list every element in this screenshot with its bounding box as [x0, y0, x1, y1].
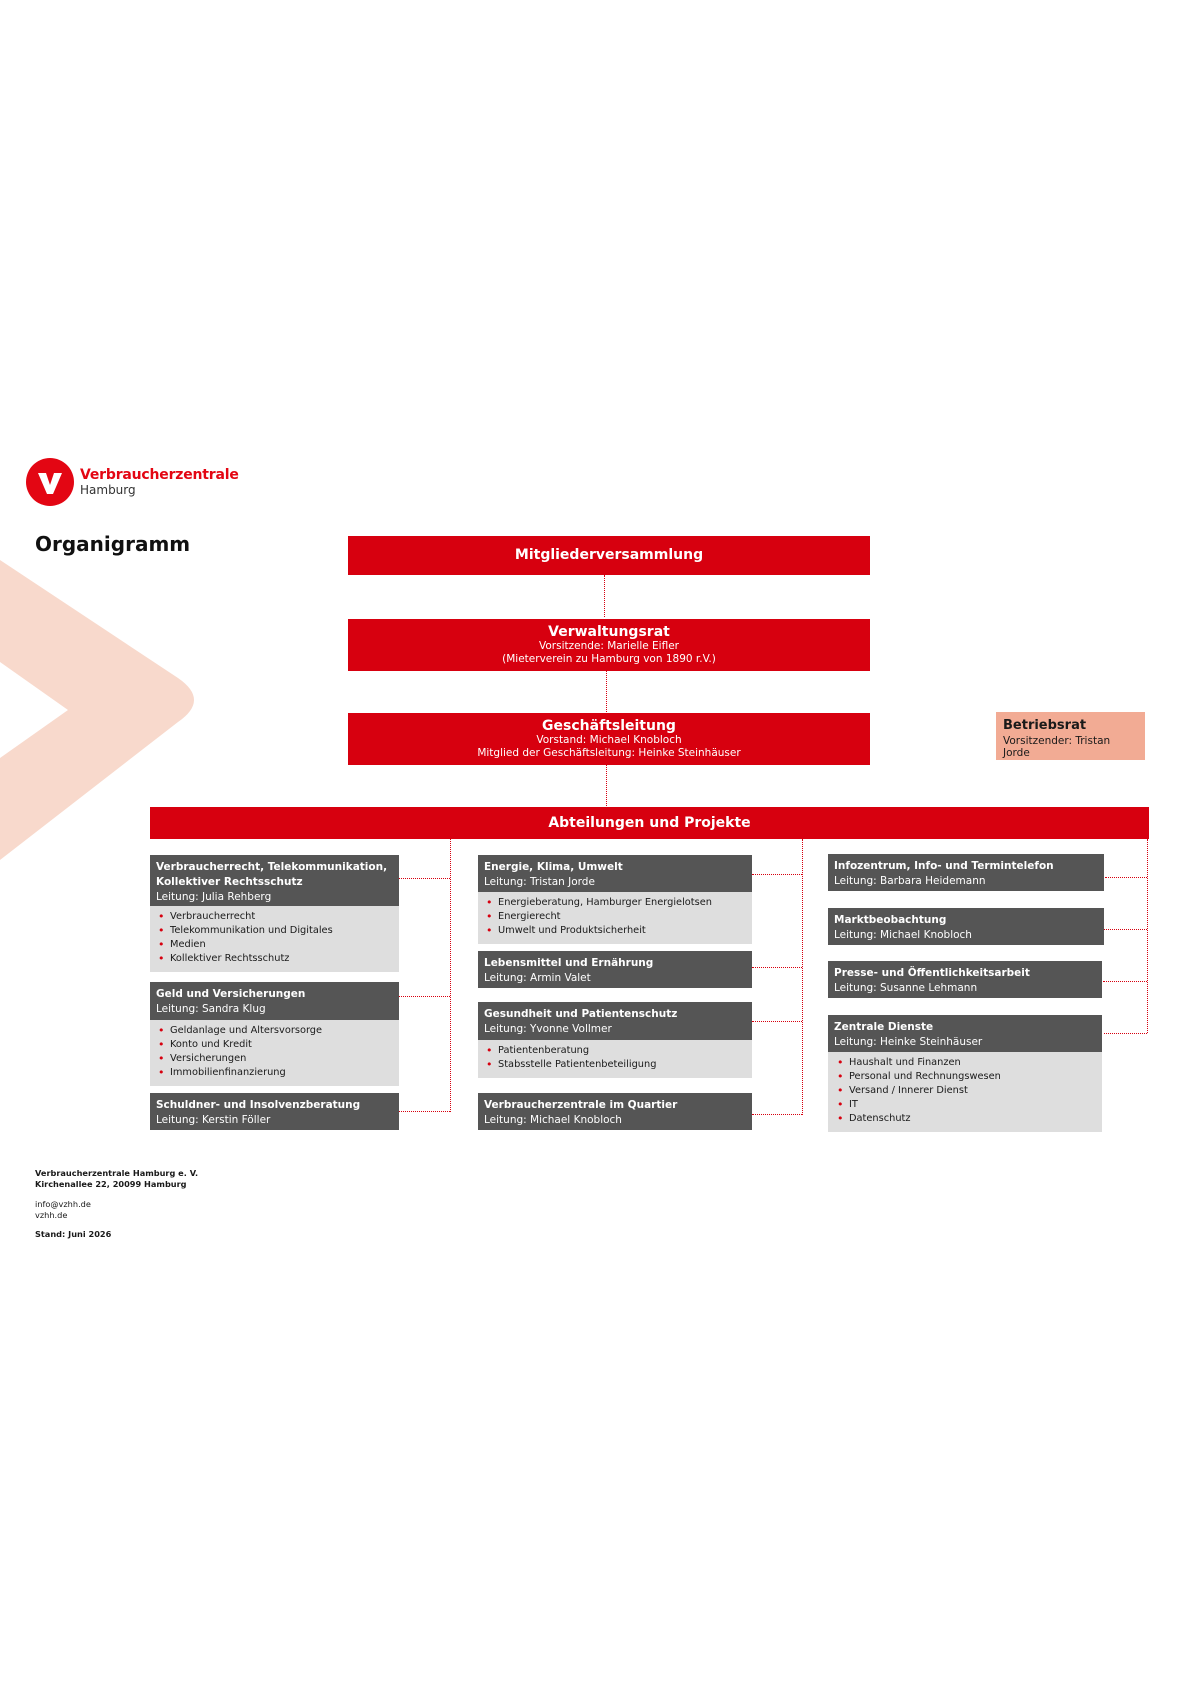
page-title: Organigramm: [35, 532, 191, 556]
footer-email[interactable]: info@vzhh.de: [35, 1199, 91, 1209]
mitgliederversammlung-title: Mitgliederversammlung: [514, 547, 704, 563]
list-item: • Medien: [156, 938, 393, 952]
list-item: • Energieberatung, Hamburger Energielotsen: [484, 896, 746, 910]
connector-line: [399, 1111, 450, 1112]
list-item: • Patientenberatung: [484, 1044, 746, 1058]
dept-zentrale-dienste: [828, 1015, 1102, 1132]
connector-line: [752, 967, 802, 968]
footer-web[interactable]: vzhh.de: [35, 1210, 68, 1220]
dept-title: Marktbeobachtung: [834, 914, 947, 926]
brand-city: Hamburg: [80, 483, 136, 497]
dept-gesundheit: [478, 1002, 752, 1078]
list-item: • Datenschutz: [835, 1112, 1096, 1126]
verwaltungsrat-box: [348, 619, 870, 671]
list-item: • IT: [835, 1098, 1096, 1112]
connector-line: [1104, 1033, 1147, 1034]
dept-title: Lebensmittel und Ernährung: [484, 957, 654, 969]
dept-lead: Leitung: Barbara Heidemann: [834, 875, 986, 887]
geschaeftsleitung-title: Geschäftsleitung: [542, 718, 676, 734]
betriebsrat-box: [996, 712, 1145, 760]
footer-stand: Stand: Juni 2026: [35, 1229, 112, 1239]
dept-schuldnerberatung: [150, 1093, 399, 1130]
connector-line: [604, 575, 605, 617]
list-item: • Versand / Innerer Dienst: [835, 1084, 1096, 1098]
dept-title: Geld und Versicherungen: [156, 988, 306, 1000]
dept-lead: Leitung: Heinke Steinhäuser: [834, 1036, 983, 1048]
dept-title: Energie, Klima, Umwelt: [484, 861, 623, 873]
connector-line: [399, 878, 450, 879]
dept-title: Verbraucherzentrale im Quartier: [484, 1099, 678, 1111]
list-item: • Versicherungen: [156, 1052, 393, 1066]
dept-lead: Leitung: Michael Knobloch: [834, 929, 972, 941]
dept-lead: Leitung: Tristan Jorde: [484, 876, 595, 888]
geschaeftsleitung-box: [348, 713, 870, 765]
dept-title: Presse- und Öffentlichkeitsarbeit: [834, 967, 1030, 979]
dept-title: Gesundheit und Patientenschutz: [484, 1008, 678, 1020]
dept-lead: Leitung: Yvonne Vollmer: [484, 1023, 612, 1035]
list-item: • Energierecht: [484, 910, 746, 924]
geschaeftsleitung-vorstand: Vorstand: Michael Knobloch: [536, 734, 682, 746]
dept-marktbeobachtung: [828, 908, 1104, 945]
list-item: • Stabsstelle Patientenbeteiligung: [484, 1058, 746, 1072]
list-item: • Telekommunikation und Digitales: [156, 924, 393, 938]
dept-title: Schuldner- und Insolvenzberatung: [156, 1099, 361, 1111]
brand-logo[interactable]: [26, 458, 239, 506]
list-item: • Verbraucherrecht: [156, 910, 393, 924]
geschaeftsleitung-member: Mitglied der Geschäftsleitung: Heinke Steinhäuser: [477, 747, 741, 759]
dept-title: Infozentrum, Info- und Termintelefon: [834, 860, 1054, 872]
dept-lead: Leitung: Julia Rehberg: [156, 891, 272, 903]
verwaltungsrat-title: Verwaltungsrat: [548, 624, 670, 640]
connector-line: [1147, 839, 1148, 1033]
dept-infozentrum: [828, 854, 1104, 891]
dept-lead: Leitung: Sandra Klug: [156, 1003, 266, 1015]
dept-energie-klima-umwelt: [478, 855, 752, 944]
dept-lead: Leitung: Michael Knobloch: [484, 1114, 622, 1126]
list-item: • Geldanlage und Altersvorsorge: [156, 1024, 393, 1038]
connector-line: [1104, 929, 1147, 930]
connector-line: [752, 874, 802, 875]
dept-geld-versicherungen: [150, 982, 399, 1086]
footer-address: Kirchenallee 22, 20099 Hamburg: [35, 1179, 187, 1189]
connector-line: [399, 996, 450, 997]
connector-line: [1103, 981, 1147, 982]
list-item: • Immobilienfinanzierung: [156, 1066, 393, 1080]
dept-lebensmittel: [478, 951, 752, 988]
connector-line: [802, 839, 803, 1115]
dept-quartier: [478, 1093, 752, 1130]
dept-verbraucherrecht: [150, 855, 399, 972]
verwaltungsrat-chair: Vorsitzende: Marielle Eifler: [538, 640, 679, 652]
connector-line: [450, 839, 451, 1112]
brand-name: Verbraucherzentrale: [80, 467, 239, 483]
list-item: • Personal und Rechnungswesen: [835, 1070, 1096, 1084]
connector-line: [606, 671, 607, 712]
mitgliederversammlung-box: [348, 536, 870, 575]
dept-lead: Leitung: Susanne Lehmann: [834, 982, 978, 994]
connector-line: [1105, 877, 1147, 878]
list-item: • Konto und Kredit: [156, 1038, 393, 1052]
abteilungen-box: [150, 807, 1149, 839]
dept-lead: Leitung: Kerstin Föller: [156, 1114, 271, 1126]
list-item: • Haushalt und Finanzen: [835, 1056, 1096, 1070]
dept-title: Zentrale Dienste: [834, 1021, 934, 1033]
connector-line: [752, 1021, 802, 1022]
dept-presse: [828, 961, 1102, 998]
abteilungen-title: Abteilungen und Projekte: [548, 815, 751, 831]
footer-org: Verbraucherzentrale Hamburg e. V.: [35, 1168, 199, 1178]
dept-title: Verbraucherrecht, Telekommunikation, Kollektiver Rechtsschutz: [156, 861, 388, 888]
vzhh-logo-icon: [26, 458, 74, 506]
list-item: • Umwelt und Produktsicherheit: [484, 924, 746, 938]
betriebsrat-chair: Vorsitzender: Tristan Jorde: [1003, 735, 1111, 759]
connector-line: [606, 765, 607, 806]
verwaltungsrat-org: (Mieterverein zu Hamburg von 1890 r.V.): [502, 653, 716, 665]
list-item: • Kollektiver Rechtsschutz: [156, 952, 393, 966]
betriebsrat-title: Betriebsrat: [1003, 718, 1087, 733]
dept-lead: Leitung: Armin Valet: [484, 972, 591, 984]
connector-line: [752, 1114, 802, 1115]
